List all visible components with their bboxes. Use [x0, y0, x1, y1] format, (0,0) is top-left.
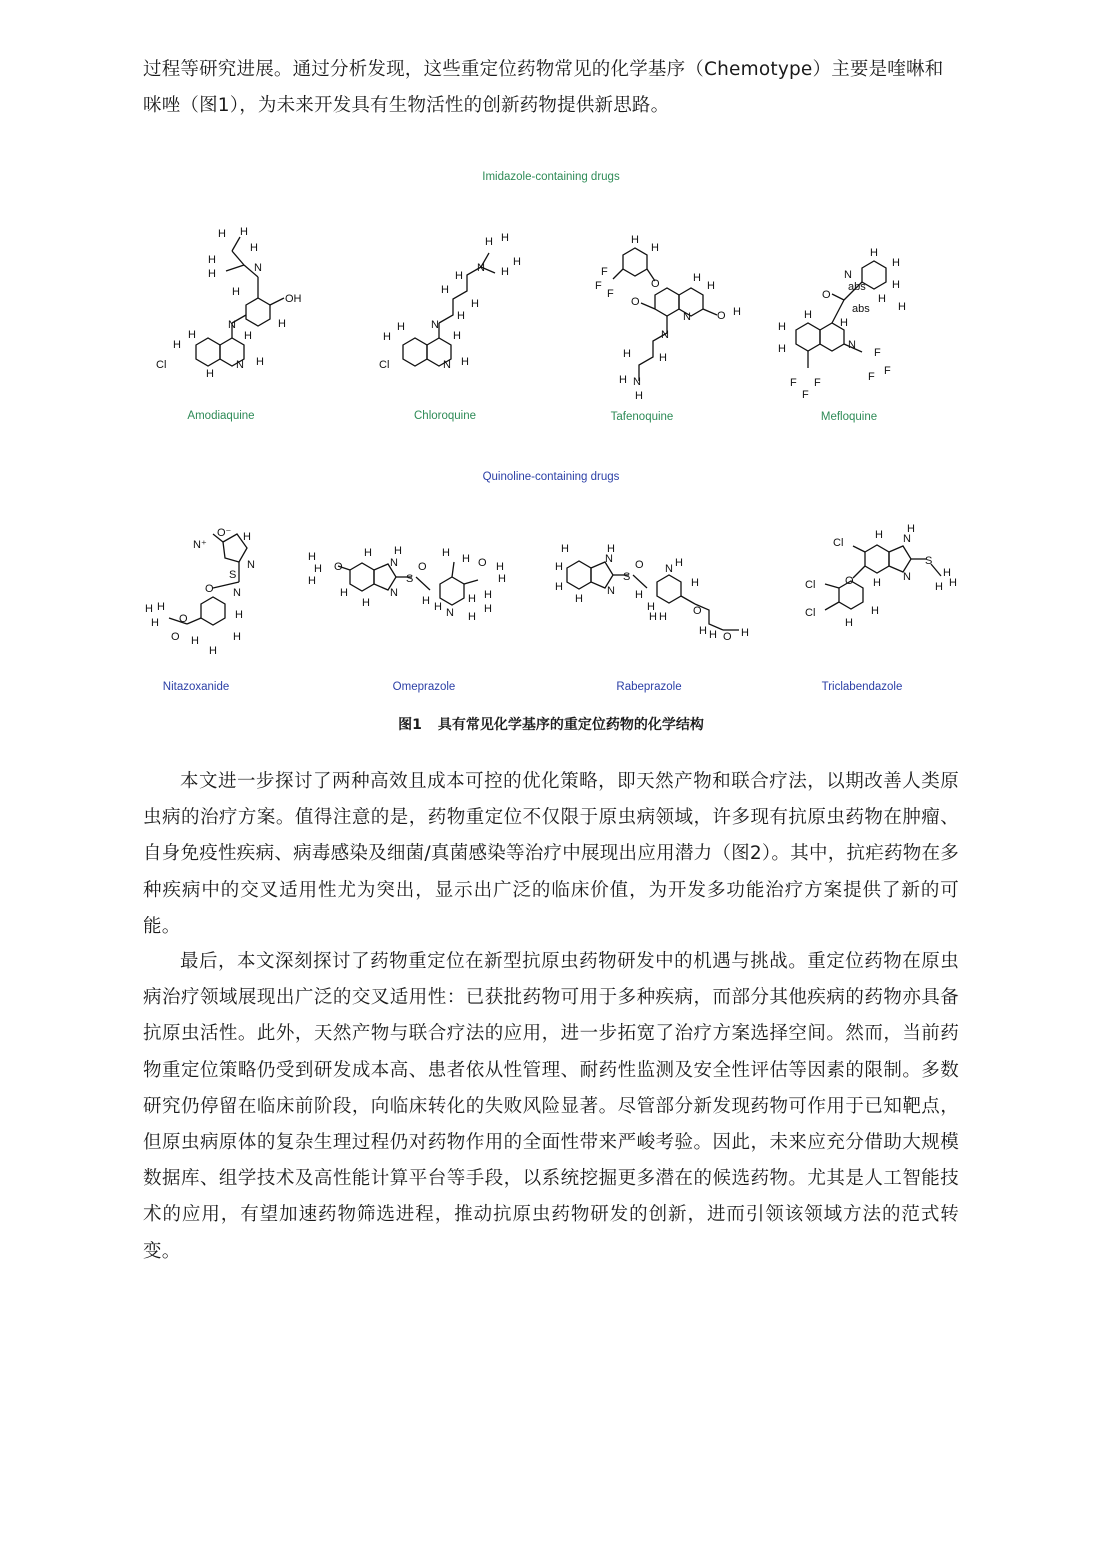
atom-label: abs	[848, 281, 866, 293]
atom-label: H	[209, 645, 217, 657]
atom-label: N	[446, 607, 454, 619]
atom-label: O	[171, 631, 180, 643]
atom-label: H	[441, 284, 449, 296]
atom-label: H	[778, 321, 786, 333]
amodiaquine-name: Amodiaquine	[187, 410, 255, 422]
atom-label: H	[778, 343, 786, 355]
atom-label: H	[513, 256, 521, 268]
atom-label: S	[623, 571, 631, 583]
atom-label: H	[649, 611, 657, 623]
atom-label: H	[898, 301, 906, 313]
atom-label: H	[635, 390, 643, 402]
atom-label: H	[659, 611, 667, 623]
atom-label: H	[485, 236, 493, 248]
atom-label: H	[232, 286, 240, 298]
atom-label: F	[802, 389, 809, 401]
atom-label: N	[390, 557, 398, 569]
atom-label: F	[814, 377, 821, 389]
atom-label: O	[478, 557, 487, 569]
chloroquine-structure	[373, 215, 543, 395]
atom-label: H	[422, 595, 430, 607]
atom-label: N	[247, 559, 255, 571]
atom-label: H	[619, 374, 627, 386]
atom-label: O	[723, 631, 732, 643]
amodiaquine-structure	[148, 215, 318, 395]
atom-label: H	[623, 348, 631, 360]
atom-label: H	[188, 329, 196, 341]
atom-label: H	[484, 589, 492, 601]
atom-label: H	[243, 531, 251, 543]
body-paragraph-1: 本文进一步探讨了两种高效且成本可控的优化策略，即天然产物和联合疗法，以期改善人类原虫病的治疗方案。值得注意的是，药物重定位不仅限于原虫病领域，许多现有抗原虫药物在肿瘤、自身免疫性疾病、病毒感染及细菌/真菌感染等治疗中展现出应用潜力（图2）。其中，抗疟药物在多种疾病中的交叉适用性尤为突出，显示出广泛的临床价值，为开发多功能治疗方案提供了新的可能。	[143, 771, 959, 937]
atom-label: H	[314, 563, 322, 575]
atom-label: H	[145, 603, 153, 615]
atom-label: Cl	[379, 359, 390, 371]
atom-label: H	[173, 339, 181, 351]
amodiaquine-svg	[148, 215, 318, 395]
atom-label: O	[418, 561, 427, 573]
atom-label: H	[308, 575, 316, 587]
atom-label: F	[595, 280, 602, 292]
triclabendazole-name: Triclabendazole	[821, 681, 903, 693]
atom-label: N⁺	[193, 539, 207, 551]
figure-1	[143, 160, 959, 733]
atom-label: H	[191, 635, 199, 647]
tafenoquine-svg	[593, 215, 763, 405]
atom-label: H	[943, 567, 951, 579]
atom-label: H	[675, 557, 683, 569]
atom-label: H	[453, 330, 461, 342]
atom-label: O⁻	[217, 527, 232, 539]
atom-label: H	[157, 601, 165, 613]
atom-label: N	[848, 339, 856, 351]
atom-label: N	[236, 359, 244, 371]
atom-label: H	[707, 280, 715, 292]
atom-label: H	[647, 601, 655, 613]
atom-label: H	[218, 228, 226, 240]
atom-label: H	[845, 617, 853, 629]
atom-label: H	[434, 601, 442, 613]
atom-label: H	[278, 318, 286, 330]
atom-label: F	[790, 377, 797, 389]
atom-label: H	[870, 247, 878, 259]
quinoline-group-label: Quinoline-containing drugs	[482, 471, 620, 483]
atom-label: N	[844, 269, 852, 281]
atom-label: O	[334, 561, 343, 573]
atom-label: H	[498, 573, 506, 585]
atom-label: H	[892, 279, 900, 291]
atom-label: abs	[852, 303, 870, 315]
atom-label: H	[364, 547, 372, 559]
atom-label: H	[383, 331, 391, 343]
tafenoquine-name: Tafenoquine	[610, 411, 674, 423]
mefloquine-name: Mefloquine	[820, 411, 878, 423]
atom-label: H	[250, 242, 258, 254]
atom-label: H	[878, 293, 886, 305]
triclabendazole-svg	[803, 523, 963, 660]
omeprazole-svg	[308, 540, 528, 640]
atom-label: N	[390, 587, 398, 599]
atom-label: O	[631, 296, 640, 308]
atom-label: H	[308, 551, 316, 563]
atom-label: Cl	[805, 579, 816, 591]
atom-label: H	[561, 543, 569, 555]
atom-label: H	[455, 270, 463, 282]
atom-label: F	[884, 365, 891, 377]
atom-label: O	[179, 613, 188, 625]
atom-label: H	[631, 234, 639, 246]
omeprazole-structure	[308, 540, 528, 640]
atom-label: N	[903, 571, 911, 583]
atom-label: H	[935, 581, 943, 593]
atom-label: N	[665, 563, 673, 575]
atom-label: N	[477, 262, 485, 274]
atom-label: H	[501, 266, 509, 278]
atom-label: H	[709, 629, 717, 641]
atom-label: N	[228, 319, 236, 331]
atom-label: H	[394, 545, 402, 557]
atom-label: N	[233, 587, 241, 599]
atom-label: H	[457, 310, 465, 322]
atom-label: Cl	[805, 607, 816, 619]
atom-label: S	[925, 555, 933, 567]
atom-label: O	[693, 605, 702, 617]
nitazoxanide-svg	[143, 512, 283, 682]
chloroquine-name: Chloroquine	[413, 410, 477, 422]
atom-label: H	[208, 268, 216, 280]
rabeprazole-svg	[555, 540, 775, 660]
atom-label: O	[717, 310, 726, 322]
atom-label: H	[340, 587, 348, 599]
tafenoquine-structure	[593, 215, 763, 405]
atom-label: N	[605, 553, 613, 565]
atom-label: F	[607, 288, 614, 300]
atom-label: N	[607, 585, 615, 597]
atom-label: O	[845, 575, 854, 587]
atom-label: F	[874, 347, 881, 359]
atom-label: N	[443, 359, 451, 371]
atom-label: Cl	[833, 537, 844, 549]
mefloquine-svg	[778, 230, 948, 400]
atom-label: H	[206, 368, 214, 380]
atom-label: H	[397, 321, 405, 333]
atom-label: O	[651, 278, 660, 290]
body-paragraph-2: 最后，本文深刻探讨了药物重定位在新型抗原虫药物研发中的机遇与挑战。重定位药物在原虫病治疗领域展现出广泛的交叉适用性：已获批药物可用于多种疾病，而部分其他疾病的药物亦具备抗原虫活性。此外，天然产物与联合疗法的应用，进一步拓宽了治疗方案选择空间。然而，当前药物重定位策略仍受到研发成本高、患者依从性管理、耐药性监测及安全性评估等因素的限制。多数研究仍停留在临床前阶段，向临床转化的失败风险显著。尽管部分新发现药物可作用于已知靶点，但原虫病原体的复杂生理过程仍对药物作用的全面性带来严峻考验。因此，未来应充分借助大规模数据库、组学技术及高性能计算平台等手段，以系统挖掘更多潜在的候选药物。尤其是人工智能技术的应用，有望加速药物筛选进程，推动抗原虫药物研发的创新，进而引领该领域方法的范式转变。	[143, 951, 959, 1262]
atom-label: H	[471, 298, 479, 310]
atom-label: F	[868, 371, 875, 383]
atom-label: H	[468, 611, 476, 623]
atom-label: H	[873, 577, 881, 589]
atom-label: H	[691, 577, 699, 589]
atom-label: F	[601, 266, 608, 278]
atom-label: H	[555, 581, 563, 593]
atom-label: H	[484, 603, 492, 615]
atom-label: H	[907, 523, 915, 535]
nitazoxanide-structure	[143, 512, 283, 682]
atom-label: O	[635, 559, 644, 571]
figure-caption-number: 图1	[398, 717, 422, 733]
atom-label: H	[235, 609, 243, 621]
atom-label: H	[635, 589, 643, 601]
atom-label: N	[903, 533, 911, 545]
atom-label: H	[949, 577, 957, 589]
atom-label: H	[208, 254, 216, 266]
atom-label: H	[651, 242, 659, 254]
imidazole-group-label: Imidazole-containing drugs	[482, 171, 620, 183]
atom-label: S	[229, 569, 237, 581]
atom-label: H	[892, 257, 900, 269]
atom-label: H	[871, 605, 879, 617]
atom-label: O	[822, 289, 831, 301]
atom-label: O	[205, 583, 214, 595]
atom-label: H	[555, 561, 563, 573]
atom-label: H	[607, 543, 615, 555]
atom-label: H	[233, 631, 241, 643]
atom-label: H	[151, 617, 159, 629]
atom-label: S	[406, 573, 414, 585]
figure-caption	[143, 714, 959, 734]
atom-label: H	[240, 226, 248, 238]
atom-label: H	[804, 309, 812, 321]
atom-label: H	[256, 356, 264, 368]
atom-label: H	[659, 352, 667, 364]
atom-label: N	[661, 329, 669, 341]
atom-label: H	[693, 272, 701, 284]
atom-label: H	[741, 627, 749, 639]
atom-label: N	[683, 311, 691, 323]
atom-label: H	[501, 232, 509, 244]
intro-paragraph	[143, 52, 959, 124]
intro-line-1: 过程等研究进展。通过分析发现，这些重定位药物常见的化学基序（Chemotype）主要是喹啉和	[143, 59, 944, 80]
atom-label: N	[254, 262, 262, 274]
triclabendazole-structure	[803, 523, 963, 660]
chloroquine-svg	[373, 215, 543, 395]
rabeprazole-name: Rabeprazole	[616, 681, 682, 693]
omeprazole-name: Omeprazole	[392, 681, 456, 693]
atom-label: H	[699, 625, 707, 637]
atom-label: H	[468, 593, 476, 605]
intro-line-2: 咪唑（图1），为未来开发具有生物活性的创新药物提供新思路。	[143, 95, 670, 117]
atom-label: N	[431, 319, 439, 331]
atom-label: H	[244, 330, 252, 342]
atom-label: H	[462, 553, 470, 565]
atom-label: Cl	[156, 359, 167, 371]
atom-label: H	[461, 356, 469, 368]
rabeprazole-structure	[555, 540, 775, 660]
atom-label: H	[362, 597, 370, 609]
atom-label: H	[875, 529, 883, 541]
atom-label: H	[575, 593, 583, 605]
nitazoxanide-name: Nitazoxanide	[162, 681, 230, 693]
atom-label: N	[633, 376, 641, 388]
mefloquine-structure	[778, 230, 948, 400]
atom-label: H	[733, 306, 741, 318]
atom-label: H	[840, 317, 848, 329]
atom-label: OH	[285, 293, 302, 305]
atom-label: H	[496, 561, 504, 573]
figure-caption-text: 具有常见化学基序的重定位药物的化学结构	[437, 717, 704, 733]
atom-label: H	[442, 547, 450, 559]
